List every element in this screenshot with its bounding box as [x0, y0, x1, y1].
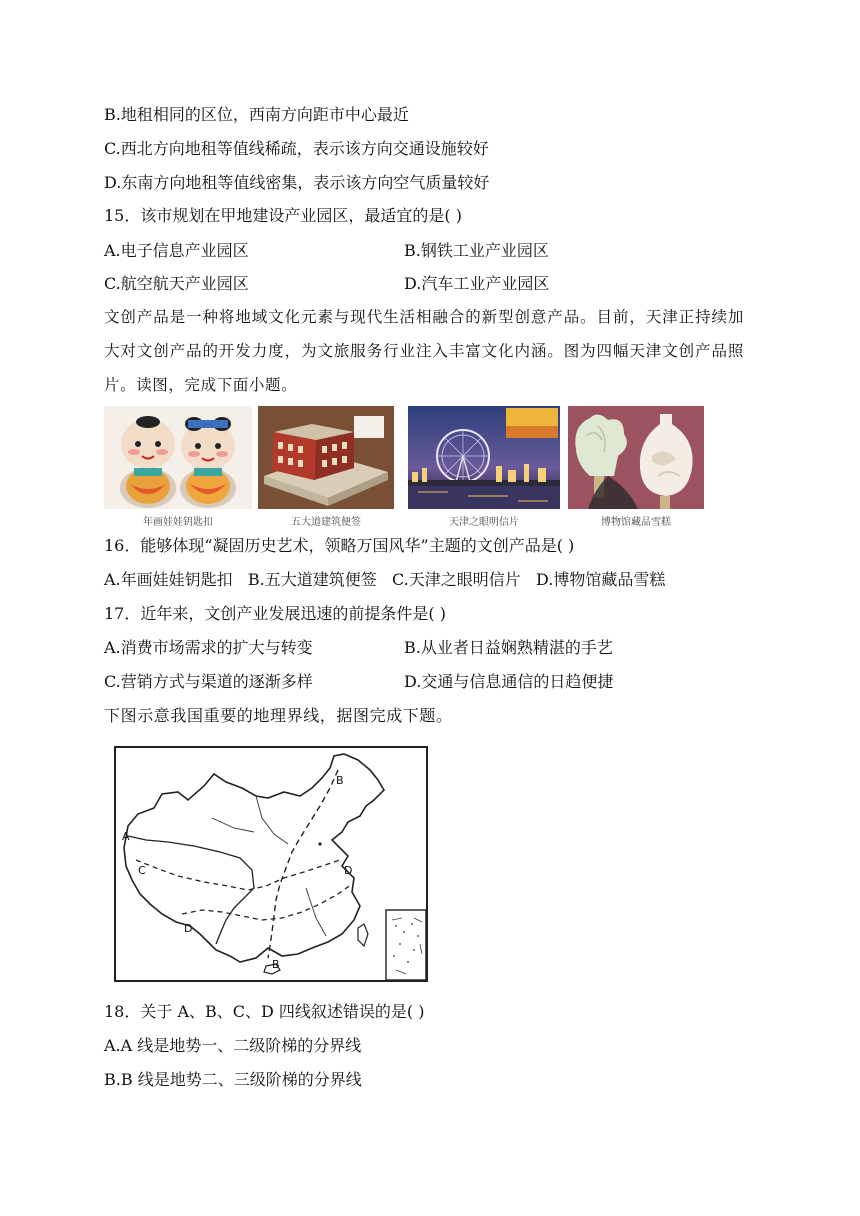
map-label-c: C [138, 864, 146, 877]
q15-option-c: C.航空航天产业园区 [104, 274, 249, 293]
photo-museum-ice-cream [568, 406, 704, 509]
china-boundary-map [114, 746, 428, 982]
q17-option-d: D.交通与信息通信的日趋便捷 [404, 672, 614, 691]
q14-option-d: D.东南方向地租等值线密集，表示该方向空气质量较好 [104, 173, 490, 192]
caption-tianjin-eye-postcard: 天津之眼明信片 [449, 517, 519, 528]
caption-museum-ice-cream: 博物馆藏品雪糕 [601, 517, 671, 528]
q16-stem: 16．能够体现“凝固历史艺术，领略万国风华”主题的文创产品是( ) [104, 536, 575, 555]
map-label-a: A [122, 830, 130, 843]
caption-nianhua-dolls: 年画娃娃钥匙扣 [143, 517, 213, 528]
photo-tianjin-eye-postcard [408, 406, 560, 509]
q15-option-d: D.汽车工业产业园区 [404, 274, 550, 293]
q17-option-a: A.消费市场需求的扩大与转变 [104, 638, 313, 657]
map-label-d-east: D [344, 864, 353, 877]
q15-option-a: A.电子信息产业园区 [104, 241, 249, 260]
photo-nianhua-dolls [104, 406, 252, 509]
q18-option-b: B.B 线是地势二、三级阶梯的分界线 [104, 1070, 362, 1089]
q15-stem: 15．该市规划在甲地建设产业园区，最适宜的是( ) [104, 206, 462, 225]
q16-options: A.年画娃娃钥匙扣 B.五大道建筑便签 C.天津之眼明信片 D.博物馆藏品雪糕 [104, 570, 666, 589]
map-label-b-north: B [336, 774, 344, 787]
q14-option-c: C.西北方向地租等值线稀疏，表示该方向交通设施较好 [104, 139, 489, 158]
passage-cultural-products: 文创产品是一种将地域文化元素与现代生活相融合的新型创意产品。目前，天津正持续加大对文创产品的开发力度，为文旅服务行业注入丰富文化内涵。图为四幅天津文创产品照片。读图，完成下面小题。 [104, 308, 744, 394]
q15-option-b: B.钢铁工业产业园区 [404, 241, 549, 260]
passage-geographic-boundaries: 下图示意我国重要的地理界线，据图完成下题。 [104, 706, 453, 725]
q17-option-c: C.营销方式与渠道的逐渐多样 [104, 672, 313, 691]
q17-option-b: B.从业者日益娴熟精湛的手艺 [404, 638, 613, 657]
q18-stem: 18．关于 A、B、C、D 四线叙述错误的是( ) [104, 1002, 425, 1021]
q14-option-b: B.地租相同的区位，西南方向距市中心最近 [104, 105, 409, 124]
q17-stem: 17．近年来，文创产业发展迅速的前提条件是( ) [104, 604, 446, 623]
map-label-b-south: B [272, 958, 280, 971]
map-label-d-west: D [184, 922, 193, 935]
q18-option-a: A.A 线是地势一、二级阶梯的分界线 [104, 1036, 362, 1055]
photo-wudadao-building-notes [258, 406, 394, 509]
caption-wudadao-building-notes: 五大道建筑便签 [291, 517, 361, 528]
